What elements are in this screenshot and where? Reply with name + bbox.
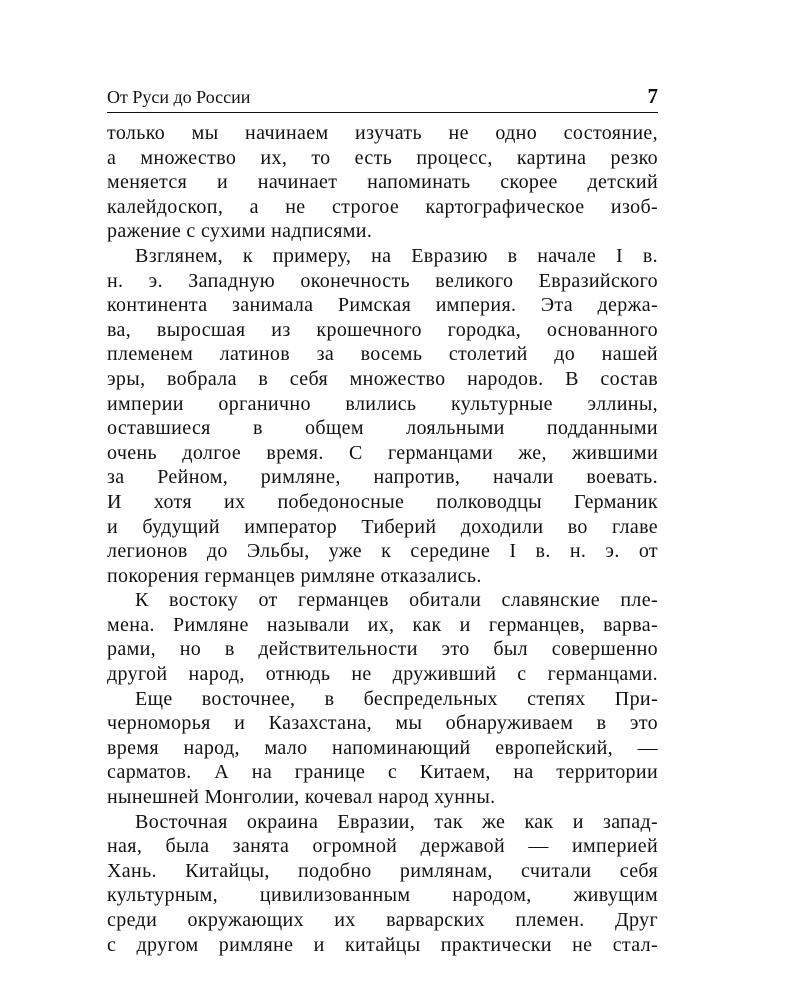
text-line: Взглянем, к примеру, на Евразию в начале I в. xyxy=(135,244,658,267)
paragraph-4 xyxy=(107,687,658,810)
body-text xyxy=(107,121,658,957)
text-line: континента занимала Римская империя. Эта держа- xyxy=(107,294,658,317)
paragraph-1 xyxy=(107,121,658,244)
text-line: ва, выросшая из крошечного городка, основанного xyxy=(107,318,658,341)
text-line: мена. Римляне называли их, как и германцев, варва- xyxy=(107,613,658,636)
paragraph-2 xyxy=(107,244,658,588)
text-line: К востоку от германцев обитали славянские пле- xyxy=(135,589,658,612)
text-line: рами, но в действительности это был совершенно xyxy=(107,638,658,661)
page-number: 7 xyxy=(647,84,658,108)
text-line: ная, была занята огромной державой — империей xyxy=(107,835,658,858)
running-head xyxy=(107,85,658,111)
text-line: империи органично влились культурные эллины, xyxy=(107,392,658,415)
text-line: только мы начинаем изучать не одно состояние, xyxy=(107,122,658,144)
text-line: культурным, цивилизованным народом, живущим xyxy=(107,884,658,907)
text-line: ражение с сухими надписями. xyxy=(107,220,373,243)
text-line: среди окружающих их варварских племен. Друг xyxy=(107,909,658,931)
text-line: оставшиеся в общем лояльными подданными xyxy=(107,417,658,440)
text-line: эры, вобрала в себя множество народов. В состав xyxy=(107,367,658,390)
text-line: другой народ, отнюдь не друживший с германцами. xyxy=(107,663,658,686)
text-line: Хань. Китайцы, подобно римлянам, считали себя xyxy=(107,859,658,882)
text-line: н. э. Западную оконечность великого Евразийского xyxy=(107,269,658,292)
text-line: Еще восточнее, в беспредельных степях При- xyxy=(135,687,658,710)
text-line: калейдоскоп, а не строгое картографическое изоб- xyxy=(107,195,658,218)
text-line: покорения германцев римляне отказались. xyxy=(107,564,482,587)
header-rule xyxy=(107,112,658,113)
paragraph-3 xyxy=(107,588,658,686)
text-line: за Рейном, римляне, напротив, начали воевать. xyxy=(107,466,658,489)
text-line: легионов до Эльбы, уже к середине I в. н. э. от xyxy=(107,540,658,563)
text-line: очень долгое время. С германцами же, жившими xyxy=(107,441,658,464)
text-line: нынешней Монголии, кочевал народ хунны. xyxy=(107,786,496,809)
text-line: время народ, мало напоминающий европейский, — xyxy=(107,736,658,759)
text-line: меняется и начинает напоминать скорее детский xyxy=(107,171,658,194)
text-line: с другом римляне и китайцы практически не стал- xyxy=(107,933,658,956)
running-title: От Руси до России xyxy=(107,87,251,107)
text-line: Восточная окраина Евразии, так же как и запад- xyxy=(135,810,658,833)
text-line: черноморья и Казахстана, мы обнаруживаем в это xyxy=(107,712,658,735)
text-line: И хотя их победоносные полководцы Германик xyxy=(107,490,658,513)
paragraph-5 xyxy=(107,810,658,958)
text-line: а множество их, то есть процесс, картина резко xyxy=(107,146,658,169)
text-line: сарматов. А на границе с Китаем, на территории xyxy=(107,761,658,784)
text-line: и будущий император Тиберий доходили во главе xyxy=(107,515,658,538)
text-line: племенем латинов за восемь столетий до нашей xyxy=(107,343,658,366)
